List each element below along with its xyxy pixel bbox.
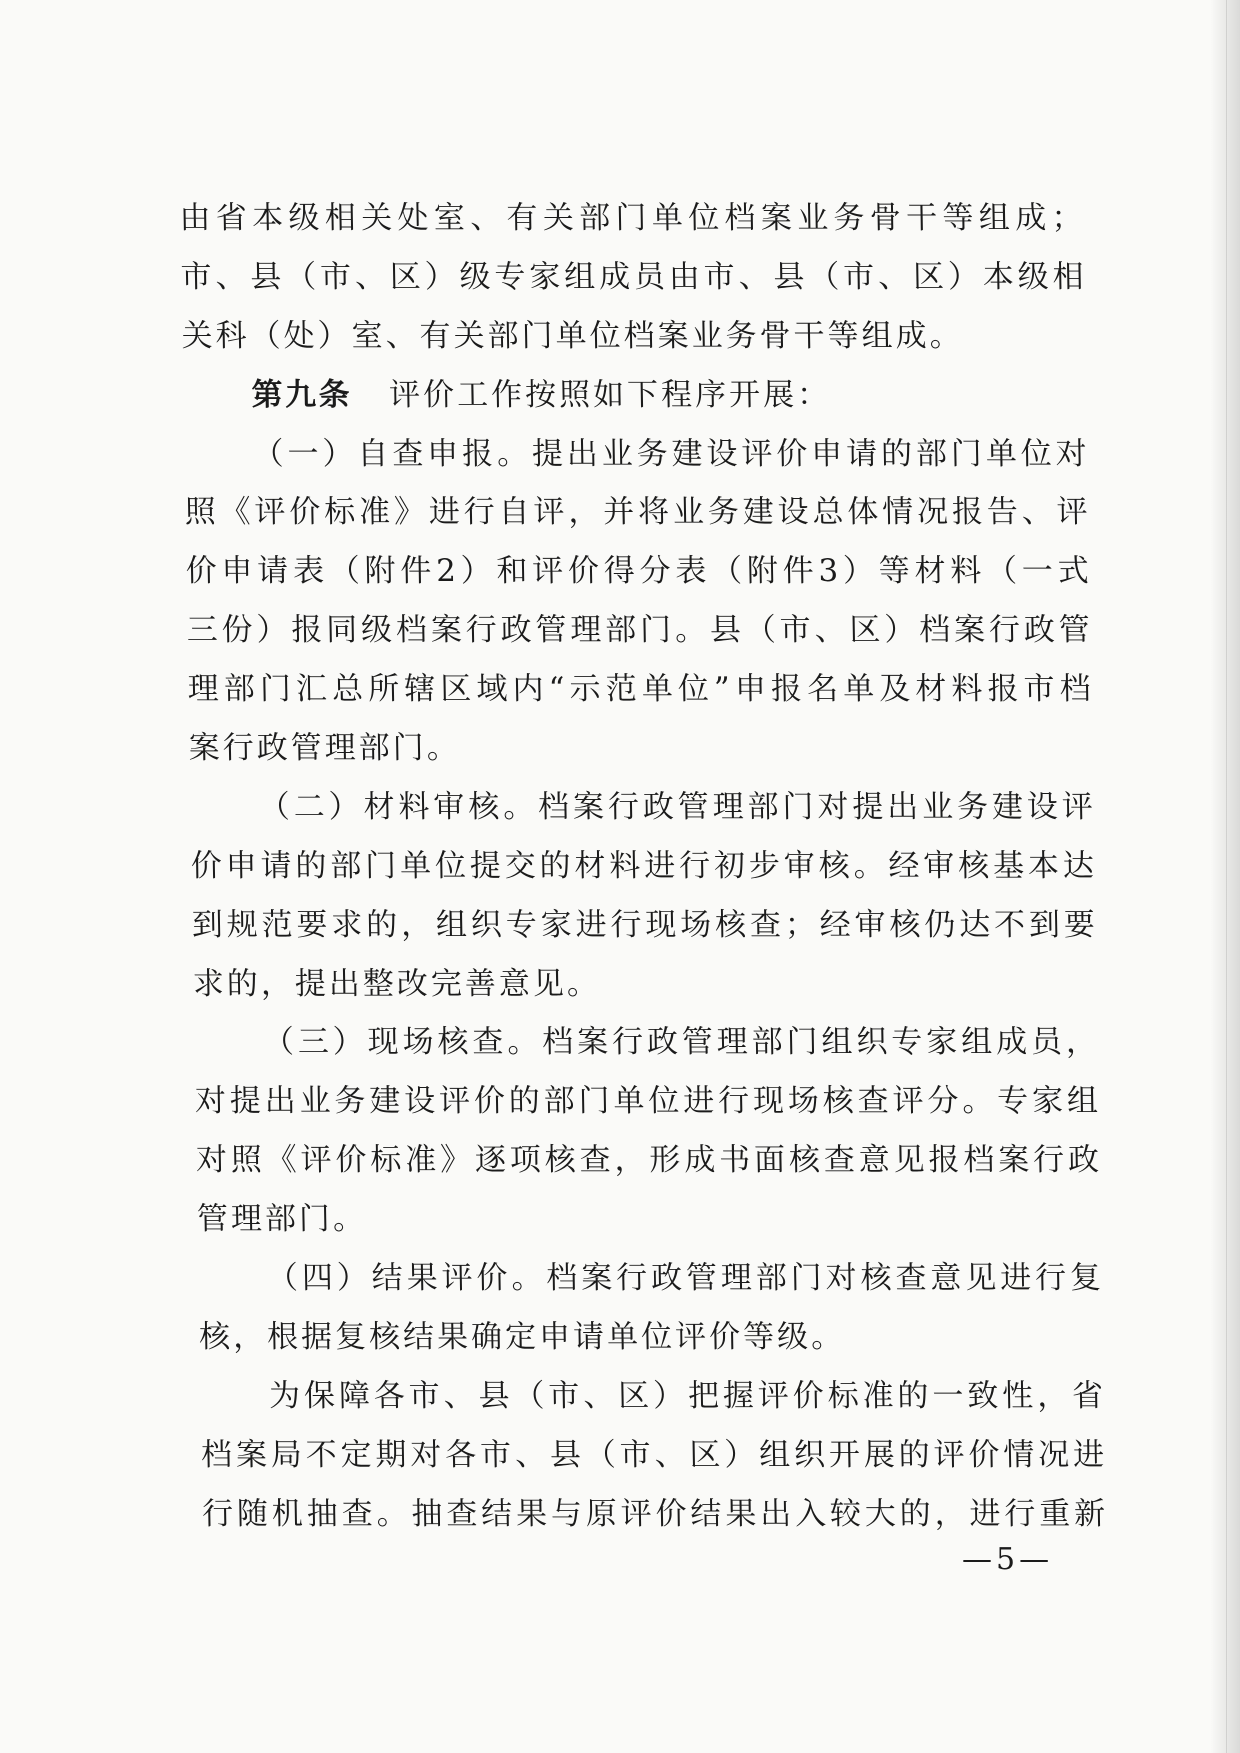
text-line: 案行政管理部门。 bbox=[188, 730, 462, 767]
text-line: 照《评价标准》进行自评，并将业务建设总体情况报告、评 bbox=[184, 494, 1088, 531]
procedure-item-material-review bbox=[189, 778, 1096, 1014]
text-line: 由省本级相关处室、有关部门单位档案业务骨干等组成； bbox=[179, 200, 1083, 236]
text-line: 档案局不定期对各市、县（市、区）组织开展的评价情况进 bbox=[200, 1436, 1105, 1473]
text-line: 价申请的部门单位提交的材料进行初步审核。经审核基本达 bbox=[190, 847, 1095, 884]
continuation-paragraph bbox=[179, 189, 1085, 366]
text-line: 核，根据复核结果确定申请单位评价等级。 bbox=[198, 1318, 846, 1355]
text-line: 价申请表（附件2）和评价得分表（附件3）等材料（一式 bbox=[185, 553, 1089, 590]
text-line: 求的，提出整改完善意见。 bbox=[192, 965, 602, 1002]
text-line: （一）自查申报。提出业务建设评价申请的部门单位对 bbox=[252, 435, 1087, 472]
text-line: （三）现场核查。档案行政管理部门组织专家组成员， bbox=[262, 1024, 1098, 1061]
text-line: 市、县（市、区）级专家组成员由市、县（市、区）本级相 bbox=[180, 258, 1084, 295]
article-label: 第九条 bbox=[251, 376, 353, 413]
page-number: —5— bbox=[962, 1542, 1054, 1577]
article-intro: 评价工作按照如下程序开展： bbox=[388, 376, 832, 413]
text-line: 关科（处）室、有关部门单位档案业务骨干等组成。 bbox=[181, 317, 964, 354]
text-line: 理部门汇总所辖区域内“示范单位”申报名单及材料报市档 bbox=[187, 671, 1092, 708]
closing-paragraph bbox=[200, 1367, 1106, 1544]
text-line: 为保障各市、县（市、区）把握评价标准的一致性，省 bbox=[268, 1377, 1104, 1414]
procedure-item-result-evaluation bbox=[198, 1249, 1103, 1367]
scan-edge-shadow bbox=[1210, 0, 1240, 1753]
article-heading-line bbox=[182, 366, 1086, 425]
text-line: 三份）报同级档案行政管理部门。县（市、区）档案行政管 bbox=[186, 612, 1091, 649]
document-body bbox=[179, 189, 1106, 1543]
procedure-item-onsite-check bbox=[193, 1013, 1100, 1249]
text-line: 对照《评价标准》逐项核查，形成书面核查意见报档案行政 bbox=[195, 1142, 1100, 1179]
article-heading bbox=[182, 366, 1086, 425]
text-line: 管理部门。 bbox=[196, 1201, 368, 1238]
text-line: （四）结果评价。档案行政管理部门对核查意见进行复 bbox=[266, 1260, 1102, 1297]
text-line: 对提出业务建设评价的部门单位进行现场核查评分。专家组 bbox=[194, 1083, 1099, 1120]
procedure-item-self-check bbox=[183, 425, 1092, 778]
text-line: 到规范要求的，组织专家进行现场核查；经审核仍达不到要 bbox=[191, 906, 1096, 943]
text-line: （二）材料审核。档案行政管理部门对提出业务建设评 bbox=[258, 788, 1094, 825]
text-line: 行随机抽查。抽查结果与原评价结果出入较大的，进行重新 bbox=[201, 1495, 1106, 1532]
scan-edge-line bbox=[1226, 0, 1227, 1753]
